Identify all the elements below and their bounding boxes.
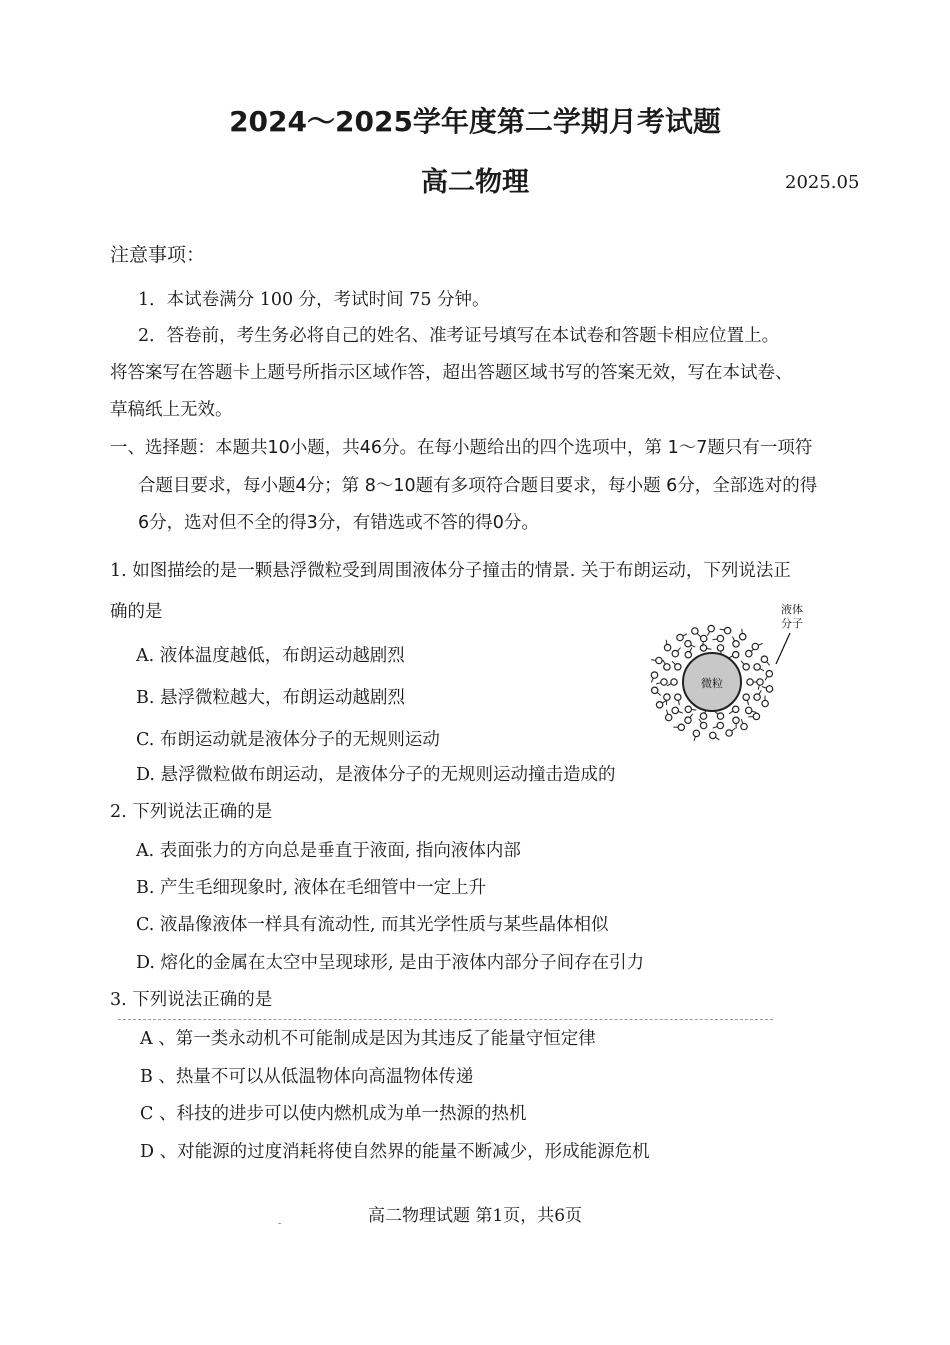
section-1-line-1: 一、选择题：本题共10小题，共46分。在每小题给出的四个选项中，第 1～7题只有一项符 xyxy=(110,438,813,458)
molecule-velocity-arrow xyxy=(758,685,759,690)
q1-option-d: D. 悬浮微粒做布朗运动，是液体分子的无规则运动撞击造成的 xyxy=(136,765,616,785)
notice-line-2a: 2．答卷前，考生务必将自己的姓名、准考证号填写在本试卷和答题卡相应位置上。 xyxy=(138,326,780,346)
molecule-velocity-arrow xyxy=(691,645,695,647)
molecule xyxy=(743,694,749,700)
molecule xyxy=(672,707,678,713)
molecule xyxy=(757,679,763,685)
molecule-velocity-arrow xyxy=(741,661,744,665)
molecule-velocity-arrow xyxy=(767,662,770,666)
subject-title: 高二物理 xyxy=(421,167,529,198)
molecule-velocity-arrow xyxy=(678,711,683,713)
molecule-velocity-arrow xyxy=(690,648,692,652)
q1-stem-line-2: 确的是 xyxy=(110,602,163,622)
molecule xyxy=(733,641,739,647)
molecule-velocity-arrow xyxy=(666,640,667,645)
molecule-velocity-arrow xyxy=(742,629,743,634)
q3-option-b: B 、热量不可以从低温物体向高温物体传递 xyxy=(140,1067,474,1087)
molecule xyxy=(692,628,698,634)
q3-option-a: A 、第一类永动机不可能制成是因为其违反了能量守恒定律 xyxy=(140,1029,596,1049)
liquid-label-1: 液体 xyxy=(781,603,803,616)
molecule-velocity-arrow xyxy=(713,639,718,640)
q2-option-d: D. 熔化的金属在太空中呈现球形, 是由于液体内部分子间存在引力 xyxy=(136,953,645,973)
molecule xyxy=(678,724,684,730)
molecule-velocity-arrow xyxy=(656,683,661,684)
molecule-velocity-arrow xyxy=(678,700,679,705)
section-1-line-3: 6分，选对但不全的得3分，有错选或不答的得0分。 xyxy=(138,513,539,533)
q1-option-b: B. 悬浮微粒越大，布朗运动越剧烈 xyxy=(136,688,405,708)
molecule-velocity-arrow xyxy=(720,629,725,630)
molecule xyxy=(656,657,662,663)
molecule-velocity-arrow xyxy=(762,687,767,688)
molecule xyxy=(717,635,723,641)
molecule-velocity-arrow xyxy=(707,632,709,636)
molecule xyxy=(733,717,739,723)
molecule xyxy=(685,706,691,712)
molecule xyxy=(664,644,670,650)
molecule xyxy=(656,702,662,708)
molecule-velocity-arrow xyxy=(667,684,671,686)
brownian-motion-figure xyxy=(646,596,806,746)
molecule-velocity-arrow xyxy=(747,700,748,705)
molecule-velocity-arrow xyxy=(707,649,712,650)
molecule xyxy=(651,672,657,678)
molecule xyxy=(761,656,767,662)
molecule xyxy=(672,650,678,656)
molecule-velocity-arrow xyxy=(715,737,719,740)
molecule-velocity-arrow xyxy=(697,633,700,636)
molecule xyxy=(746,707,752,713)
q2-stem: 2. 下列说法正确的是 xyxy=(110,802,273,822)
molecule xyxy=(701,635,707,641)
molecule xyxy=(664,664,670,670)
q1-option-c: C. 布朗运动就是液体分子的无规则运动 xyxy=(136,730,440,750)
notice-line-2b: 将答案写在答题卡上题号所指示区域作答，超出答题区域书写的答案无效，写在本试卷、 xyxy=(110,363,793,383)
q2-option-a: A. 表面张力的方向总是垂直于液面, 指向液体内部 xyxy=(136,841,521,861)
molecule xyxy=(741,723,747,729)
molecule-velocity-arrow xyxy=(677,648,680,652)
scan-fold-line xyxy=(118,1019,773,1020)
molecule-velocity-arrow xyxy=(690,714,693,718)
molecule xyxy=(677,634,683,640)
label-pointer xyxy=(776,633,790,664)
molecule xyxy=(685,717,691,723)
molecule-velocity-arrow xyxy=(651,678,653,682)
molecule xyxy=(708,625,714,631)
molecule xyxy=(717,645,723,651)
q3-option-d: D 、对能源的过度消耗将使自然界的能量不断减少，形成能源危机 xyxy=(140,1142,650,1162)
q1-stem-line-1: 1. 如图描绘的是一颗悬浮微粒受到周围液体分子撞击的情景. 关于布朗运动，下列说法正 xyxy=(110,561,791,581)
molecule-velocity-arrow xyxy=(662,701,666,704)
molecule-velocity-arrow xyxy=(672,661,676,664)
molecule xyxy=(664,694,670,700)
q2-option-b: B. 产生毛细现象时, 液体在毛细管中一定上升 xyxy=(136,878,487,898)
molecule-velocity-arrow xyxy=(699,719,702,723)
molecule-velocity-arrow xyxy=(694,736,696,741)
molecule-velocity-arrow xyxy=(667,710,668,715)
molecule xyxy=(726,730,732,736)
molecule xyxy=(762,700,768,706)
molecule xyxy=(685,652,691,658)
molecule xyxy=(766,686,772,692)
molecule xyxy=(754,664,760,670)
molecule xyxy=(666,714,672,720)
notice-line-1: 1．本试卷满分 100 分，考试时间 75 分钟。 xyxy=(138,290,490,310)
molecule xyxy=(740,634,746,640)
molecule-velocity-arrow xyxy=(741,719,743,724)
molecule-velocity-arrow xyxy=(713,727,718,729)
molecule xyxy=(733,706,739,712)
molecule xyxy=(661,679,667,685)
exam-date: 2025.05 xyxy=(785,172,860,193)
page-footer: 高二物理试题 第1页，共6页 xyxy=(367,1206,583,1226)
molecule xyxy=(754,694,760,700)
molecule-velocity-arrow xyxy=(759,690,762,694)
molecule-velocity-arrow xyxy=(760,669,764,671)
q3-option-c: C 、科技的进步可以使内燃机成为单一热源的热机 xyxy=(140,1104,527,1124)
particle-label: 微粒 xyxy=(701,677,723,690)
molecule-velocity-arrow xyxy=(732,728,736,731)
molecule-velocity-arrow xyxy=(758,643,763,645)
section-1-line-2: 合题目要求，每小题4分；第 8～10题有多项符合题目要求，每小题 6分，全部选对的得 xyxy=(138,476,818,496)
molecule-velocity-arrow xyxy=(765,676,768,680)
scan-speck: ˗ xyxy=(278,1218,282,1229)
molecule xyxy=(743,664,749,670)
molecule xyxy=(700,645,706,651)
q1-option-a: A. 液体温度越低，布朗运动越剧烈 xyxy=(136,646,405,666)
molecule xyxy=(671,679,677,685)
molecule-velocity-arrow xyxy=(729,711,733,714)
molecule xyxy=(710,732,716,738)
molecule-velocity-arrow xyxy=(651,660,656,661)
molecule xyxy=(700,713,706,719)
molecule xyxy=(685,641,691,647)
exam-title: 2024～2025学年度第二学期月考试题 xyxy=(229,105,721,138)
q3-stem: 3. 下列说法正确的是 xyxy=(110,990,273,1010)
molecule xyxy=(700,722,706,728)
molecule-velocity-arrow xyxy=(657,692,661,695)
molecule-velocity-arrow xyxy=(683,634,687,636)
q2-option-c: C. 液晶像液体一样具有流动性, 而其光学性质与某些晶体相似 xyxy=(136,915,609,935)
molecule-velocity-arrow xyxy=(703,642,704,647)
molecule xyxy=(717,713,723,719)
molecule xyxy=(717,722,723,728)
molecule-velocity-arrow xyxy=(752,711,757,712)
liquid-label-2: 分子 xyxy=(781,617,803,630)
molecule xyxy=(766,671,772,677)
molecule xyxy=(733,652,739,658)
molecule xyxy=(747,679,753,685)
molecule xyxy=(724,627,730,633)
molecule-velocity-arrow xyxy=(663,660,666,664)
molecule xyxy=(753,713,759,719)
molecule xyxy=(675,664,681,670)
molecule-velocity-arrow xyxy=(733,637,735,641)
molecule xyxy=(652,687,658,693)
molecule xyxy=(752,643,758,649)
molecule xyxy=(675,694,681,700)
notice-heading: 注意事项： xyxy=(110,244,206,266)
molecule xyxy=(693,730,699,736)
notice-line-2c: 草稿纸上无效。 xyxy=(110,400,233,420)
